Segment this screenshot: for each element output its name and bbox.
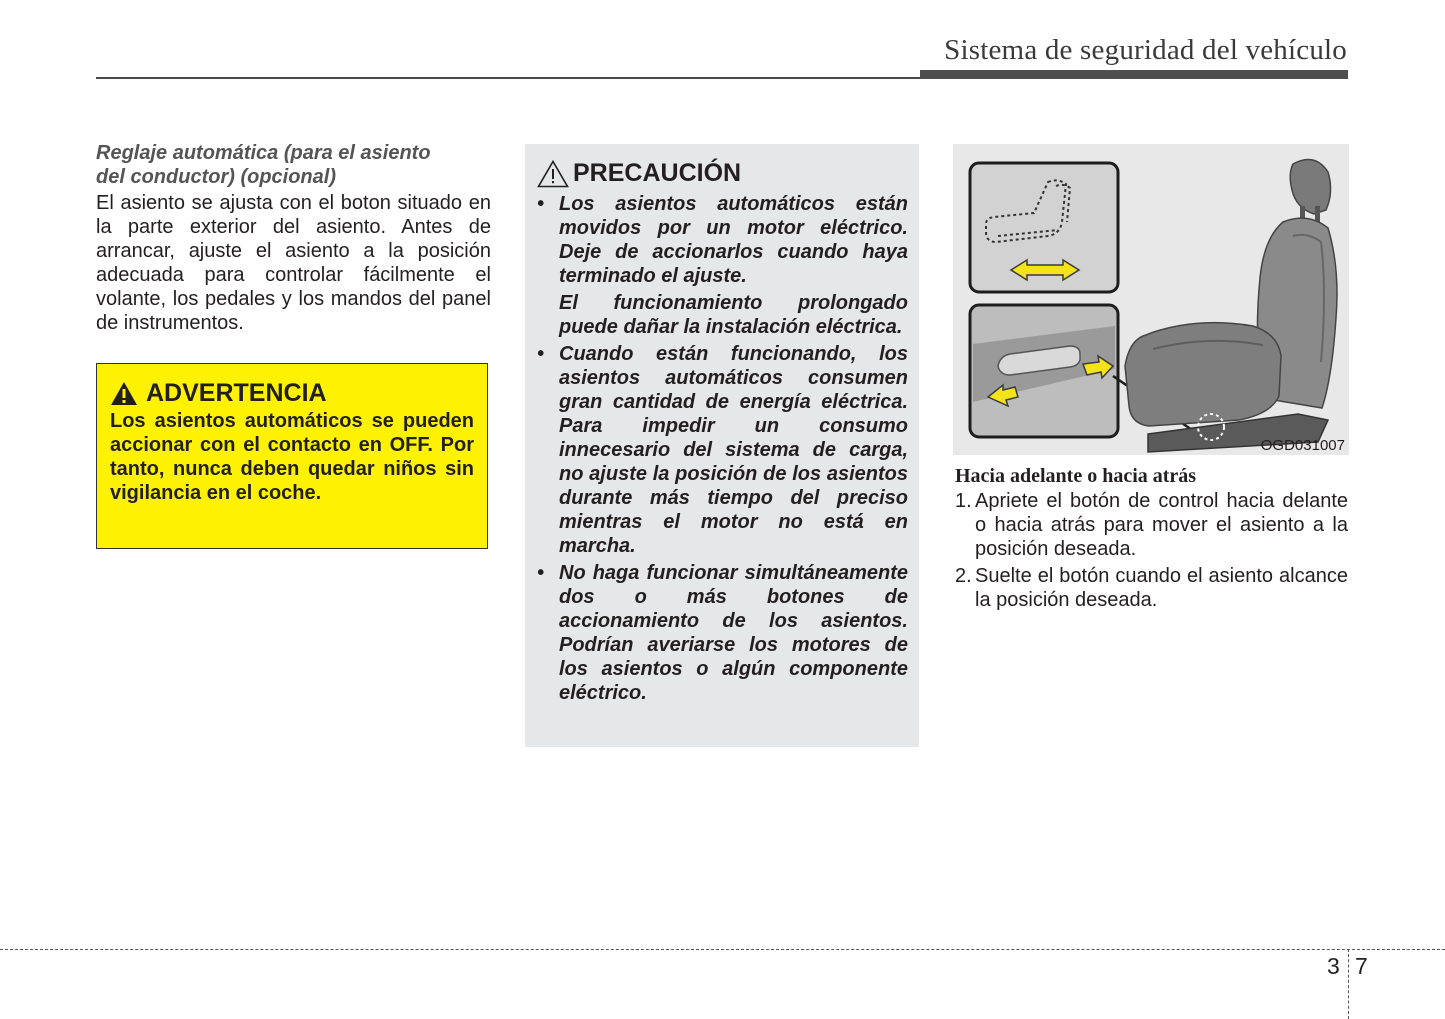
instructions-heading: Hacia adelante o hacia atrás (955, 465, 1197, 487)
page-number: 7 (1355, 953, 1368, 979)
caution-heading (537, 158, 908, 188)
caution-item-text: El funcionamiento prolongado puede dañar la instalación eléctrica. (559, 292, 908, 338)
caution-item (537, 192, 908, 339)
header-bar (920, 70, 1348, 79)
intro-paragraph: El asiento se ajusta con el boton situado en la parte exterior del asiento. Antes de arrancar, ajuste el asiento a la posición adecuada para controlar fácilmente el volante, los pedales y los mandos del panel de instrumentos. (96, 192, 491, 334)
footer-rule (0, 949, 1445, 950)
caution-box (525, 144, 919, 747)
instructions-column (955, 464, 1348, 615)
caution-triangle-icon (537, 160, 569, 188)
step-text: Apriete el botón de control hacia delante o hacia atrás para mover el asiento a la posición deseada. (975, 490, 1348, 560)
subheading-line-1: Reglaje automática (para el asiento (96, 142, 431, 164)
seat-illustration (953, 144, 1349, 455)
caution-item-text: Cuando están funcionando, los asientos automáticos consumen gran cantidad de energía eléctrica. Para impedir un consumo innecesario del sistema de carga, no ajuste la posición de los asientos durante más tiempo del preciso mientras el motor no está en marcha. (559, 343, 908, 557)
step-text: Suelte el botón cuando el asiento alcance la posición deseada. (975, 565, 1348, 611)
warning-box (96, 363, 488, 549)
seat-icon (1125, 160, 1337, 453)
step-number: 1. (955, 490, 972, 512)
instruction-step (955, 489, 1348, 561)
subheading (96, 141, 491, 189)
instruction-steps (955, 489, 1348, 612)
warning-title: ADVERTENCIA (146, 379, 327, 407)
warning-text: Los asientos automáticos se pueden accionar con el contacto en OFF. Por tanto, nunca deben quedar niños sin vigilancia en el coche. (110, 410, 474, 504)
bullet: • (537, 562, 545, 584)
figure-code: OGD031007 (1260, 437, 1345, 454)
caution-item (537, 342, 908, 558)
seat-adjustment-figure (953, 144, 1349, 455)
section-number: 3 (1327, 953, 1340, 979)
footer-divider (1348, 949, 1349, 1019)
caution-item-text: No haga funcionar simultáneamente dos o más botones de accionamiento de los asientos. Podrían averiarse los motores de los asientos o algún componente eléctrico. (559, 562, 908, 704)
warning-heading (110, 378, 474, 408)
caution-item (537, 561, 908, 705)
caution-list (537, 192, 908, 705)
bullet: • (537, 193, 545, 215)
warning-triangle-icon (110, 381, 138, 406)
section-title: Sistema de seguridad del vehículo (944, 34, 1347, 66)
caution-item-text: Los asientos automáticos están movidos por un motor eléctrico. Deje de accionarlos cuando haya terminado el ajuste. (559, 193, 908, 287)
caution-title: PRECAUCIÓN (573, 159, 742, 187)
intro-column (96, 141, 491, 335)
bullet: • (537, 343, 545, 365)
instruction-step (955, 564, 1348, 612)
subheading-line-2: del conductor) (opcional) (96, 166, 336, 188)
step-number: 2. (955, 565, 972, 587)
